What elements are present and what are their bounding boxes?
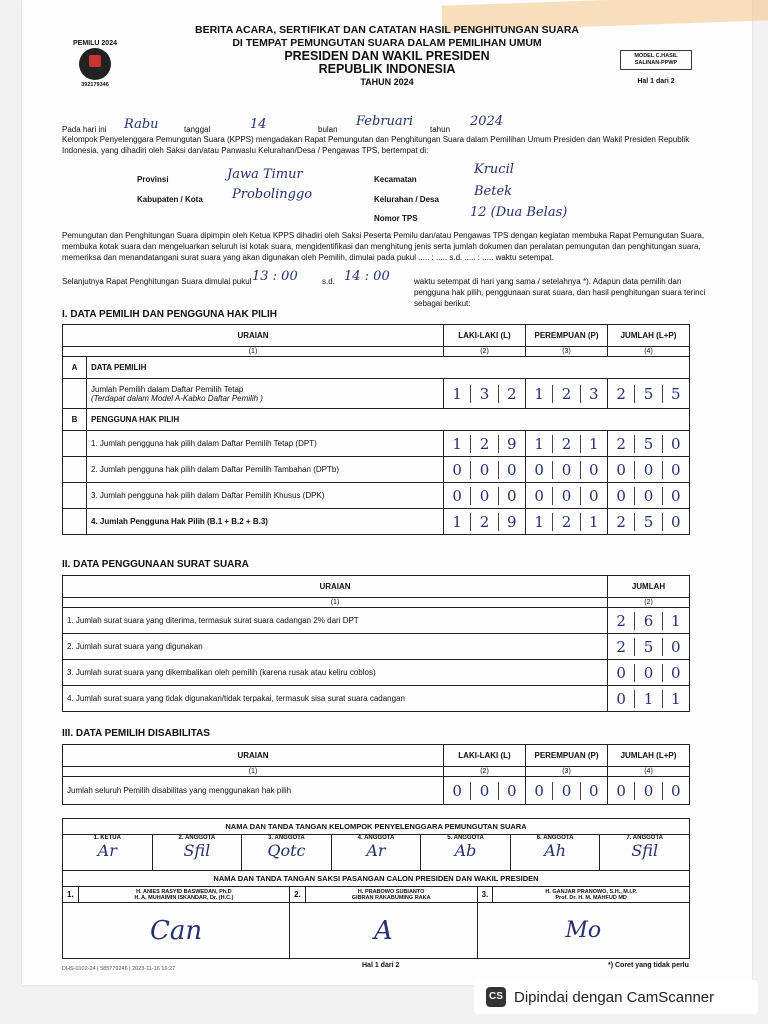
col-jumlah: JUMLAH (L+P) [608, 325, 690, 347]
row-a-label: Jumlah Pemilih dalam Daftar Pemilih Tetap [91, 384, 244, 394]
col-uraian: URAIAN [63, 325, 444, 347]
camscanner-text: Dipindai dengan CamScanner [514, 988, 715, 1006]
col-uraian: URAIAN [63, 745, 444, 767]
camscanner-icon: CS [486, 987, 506, 1007]
footer-code: DHS-0102-24 | 585779246 | 2023-11-16 16:27 [62, 966, 176, 972]
signature-saksi-1: Can [63, 903, 290, 959]
date-label-tahun: tahun [430, 125, 451, 134]
document-page [22, 0, 752, 985]
section2-table: URAIAN JUMLAH (1) (2) 1. Jumlah surat suara yang diterima, termasuk surat suara cadangan 2% dari DPT 2 6 1 2. Jumlah surat suara yang digunakan 2 5 0 3. Jumlah surat suara yang dikembalikan oleh pemilih (karena rusak atau keliru coblos) 0 0 0 4. Jumlah surat suara yang tidak digunakan/tidak terpakai, termasuk sisa surat suara cadangan 0 1 1 [62, 575, 690, 712]
col-jumlah: JUMLAH (L+P) [608, 745, 690, 767]
row-b-title: PENGGUNA HAK PILIH [87, 409, 690, 431]
col-jumlah: JUMLAH [608, 576, 690, 598]
row-2-label: 2. Jumlah surat suara yang digunakan [63, 634, 608, 660]
kpps-signature-table: NAMA DAN TANDA TANGAN KELOMPOK PENYELENGGARA PEMUNGUTAN SUARA 1. KETUA Ar 2. ANGGOTA Sfil 3. ANGGOTA Qotc 4. ANGGOTA Ar 5. ANGGOTA Ab 6. ANGGOTA Ah 7. ANGGOTA Sfil [62, 818, 690, 871]
logo-text: PEMILU 2024 [73, 40, 117, 47]
section2-title: II. DATA PENGGUNAAN SURAT SUARA [62, 559, 249, 570]
section3-table: URAIAN LAKI-LAKI (L) PEREMPUAN (P) JUMLAH (L+P) (1) (2) (3) (4) Jumlah seluruh Pemilih disabilitas yang menggunakan hak pilih 0 0 0 0 0 0 0 0 0 [62, 744, 690, 805]
col-num-2: (2) [444, 347, 526, 357]
col-num-1: (1) [63, 598, 608, 608]
row-4-label: 4. Jumlah surat suara yang tidak digunakan/tidak terpakai, termasuk sisa surat suara cadangan [63, 686, 608, 712]
col-perempuan: PEREMPUAN (P) [526, 745, 608, 767]
col-laki: LAKI-LAKI (L) [444, 745, 526, 767]
intro-paragraph-2: Pemungutan dan Penghitungan Suara dipimpin oleh Ketua KPPS dihadiri oleh Saksi Peserta Pemilu dan/atau Pengawas TPS dengan kegiatan membuka Rapat Pemungutan Suara, membuka kotak suara dan mengeluarkan seluruh isi kotak suara, mengidentifikasi dan menghitung jenis serta jumlah dokumen dan peralatan pemungutan dan penghitungan suara, memeriksa dan menandatangani surat suara yang akan digunakan oleh Pemilih, dimulai pada pukul ..... : ..... s.d. ..... : ..... waktu setempat. [62, 231, 705, 262]
col-perempuan: PEREMPUAN (P) [526, 325, 608, 347]
kecamatan-label: Kecamatan [374, 175, 417, 184]
row-1-label: 1. Jumlah surat suara yang diterima, termasuk surat suara cadangan 2% dari DPT [63, 608, 608, 634]
date-label-tanggal: tanggal [184, 125, 211, 134]
camscanner-watermark [474, 980, 758, 1014]
provinsi-value: Jawa Timur [227, 167, 303, 182]
model-box: MODEL C.HASIL SALINAN-PPWP [620, 50, 692, 70]
date-label-hari: Pada hari ini [62, 125, 107, 134]
kpps-title: NAMA DAN TANDA TANGAN KELOMPOK PENYELENGGARA PEMUNGUTAN SUARA [63, 819, 690, 835]
row-a-sublabel: (Terdapat dalam Model A-Kabko Daftar Pemilih ) [91, 393, 263, 403]
page-indicator-top: Hal 1 dari 2 [637, 78, 675, 85]
jam-selesai: 14 : 00 [344, 269, 390, 284]
kabupaten-label: Kabupaten / Kota [137, 195, 203, 204]
date-label-bulan: bulan [318, 125, 338, 134]
signature: Ar [366, 841, 386, 860]
footer-note: *) Coret yang tidak perlu [608, 962, 689, 969]
rapat-text: waktu setempat di hari yang sama / setelahnya *). Adapun data pemilih dan pengguna hak pilih, penggunaan surat suara, dan hasil penghitungan suara terinci sebagai berikut: [414, 277, 706, 308]
signature: Qotc [267, 841, 306, 860]
col-num-1: (1) [63, 347, 444, 357]
rapat-label: Selanjutnya Rapat Penghitungan Suara dimulai pukul [62, 277, 252, 286]
tps-value: 12 (Dua Belas) [470, 205, 568, 220]
header-line3: PRESIDEN DAN WAKIL PRESIDEN [284, 49, 490, 63]
row-3-label: 3. Jumlah surat suara yang dikembalikan oleh pemilih (karena rusak atau keliru coblos) [63, 660, 608, 686]
row-a-letter: A [63, 357, 87, 379]
col-num-4: (4) [608, 347, 690, 357]
bulan-value: Februari [356, 114, 414, 129]
jam-mulai: 13 : 00 [252, 269, 298, 284]
section3-title: III. DATA PEMILIH DISABILITAS [62, 728, 210, 739]
footer-page: Hal 1 dari 2 [362, 962, 400, 969]
row-disabilitas-label: Jumlah seluruh Pemilih disabilitas yang menggunakan hak pilih [63, 777, 444, 805]
col-num-3: (3) [526, 347, 608, 357]
signature-saksi-3: Mo [477, 903, 689, 959]
header-line1: BERITA ACARA, SERTIFIKAT DAN CATATAN HASIL PENGHITUNGAN SUARA [194, 24, 579, 36]
provinsi-label: Provinsi [137, 175, 169, 184]
signature: Sfil [183, 841, 211, 860]
section1-title: I. DATA PEMILIH DAN PENGGUNA HAK PILIH [62, 309, 277, 320]
row-a-title: DATA PEMILIH [87, 357, 690, 379]
row-b2-label: 2. Jumlah pengguna hak pilih dalam Daftar Pemilih Tambahan (DPTb) [87, 457, 444, 483]
row-b1-label: 1. Jumlah pengguna hak pilih dalam Daftar Pemilih Tetap (DPT) [87, 431, 444, 457]
header-line4: REPUBLIK INDONESIA [318, 62, 456, 76]
intro-paragraph-1: Kelompok Penyelenggara Pemungutan Suara (KPPS) mengadakan Rapat Pemungutan dan Penghitungan Suara dalam Pemilihan Umum Presiden dan Wakil Presiden Republik Indonesia, yang dihadiri oleh Saksi dan/atau Panwaslu Kelurahan/Desa / Pengawas TPS, bertempat di: [62, 135, 690, 155]
section1-table: URAIAN LAKI-LAKI (L) PEREMPUAN (P) JUMLAH (L+P) (1) (2) (3) (4) A DATA PEMILIH Jumlah Pemilih dalam Daftar Pemilih Tetap (Terdapat dalam Model A-Kabko Daftar Pemilih ) 1 3 2 1 2 3 2 5 5 B PENGGUNA HAK PILIH 1. Jumlah pengguna hak pilih dalam Daftar Pemilih Tetap (DPT) 1 2 9 1 2 1 2 5 0 2. Jumlah pengguna hak pilih dalam Daftar Pemilih Tambahan (DPTb) 0 0 0 0 0 0 0 0 0 3. Jumlah pengguna hak pilih dalam Daftar Pemilih Khusus (DPK) 0 0 0 0 0 0 0 0 0 4. Jumlah Pengguna Hak Pilih (B.1 + B.2 + B.3) 1 2 9 1 2 1 2 5 0 [62, 324, 690, 535]
row-b4-label: 4. Jumlah Pengguna Hak Pilih (B.1 + B.2 + B.3) [87, 509, 444, 535]
kelurahan-label: Kelurahan / Desa [374, 195, 439, 204]
header-line2: DI TEMPAT PEMUNGUTAN SUARA DALAM PEMILIHAN UMUM [232, 37, 542, 49]
kecamatan-value: Krucil [474, 162, 514, 177]
kelurahan-value: Betek [474, 184, 513, 199]
hari-value: Rabu [124, 117, 159, 132]
tanggal-value: 14 [250, 117, 267, 132]
header-line5: TAHUN 2024 [360, 77, 414, 87]
tps-label: Nomor TPS [374, 214, 418, 223]
signature: Sfil [631, 841, 659, 860]
col-num-2: (2) [608, 598, 690, 608]
row-b-letter: B [63, 409, 87, 431]
signature: Ab [454, 841, 477, 860]
signature: Ah [544, 841, 567, 860]
row-b3-label: 3. Jumlah pengguna hak pilih dalam Daftar Pemilih Khusus (DPK) [87, 483, 444, 509]
tahun-value: 2024 [470, 114, 504, 129]
signature: Ar [97, 841, 117, 860]
sd-label: s.d. [322, 277, 335, 286]
saksi-title: NAMA DAN TANDA TANGAN SAKSI PASANGAN CALON PRESIDEN DAN WAKIL PRESIDEN [63, 871, 690, 887]
kabupaten-value: Probolinggo [232, 187, 313, 202]
signature-saksi-2: A [290, 903, 477, 959]
col-uraian: URAIAN [63, 576, 608, 598]
saksi-signature-table: NAMA DAN TANDA TANGAN SAKSI PASANGAN CALON PRESIDEN DAN WAKIL PRESIDEN 1. H. ANIES RASYID BASWEDAN, Ph.D H. A. MUHAIMIN ISKANDAR, Dr. (H.C.) 2. H. PRABOWO SUBIANTO GIBRAN RAKABUMING RAKA 3. H. GANJAR PRANOWO, S.H., M.I.P. Prof. Dr. H. M. MAHFUD MD Can A Mo [62, 870, 690, 959]
col-laki: LAKI-LAKI (L) [444, 325, 526, 347]
logo-number: 392179346 [81, 82, 109, 88]
